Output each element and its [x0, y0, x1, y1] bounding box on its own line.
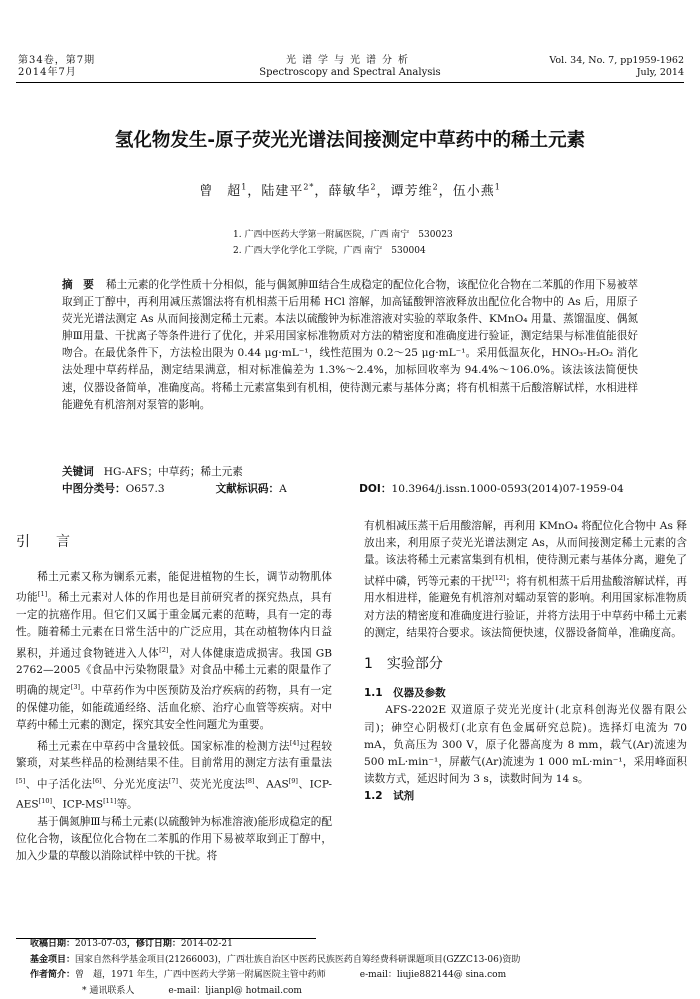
page-header: [0, 0, 700, 80]
text-run: 稀土元素在中草药中含量较低。国家标准的检测方法: [37, 740, 290, 752]
volume-issue: 第34卷，第7期: [18, 55, 95, 67]
citation: [1]: [38, 590, 47, 598]
text-run: 、中子活化法: [25, 778, 92, 790]
author-name: 曾 超: [199, 184, 241, 199]
fund-text: 国家自然科学基金项目(21266003)，广西壮族自治区中医药民族医药自筹经费科研课题项目(GZZC13-06)资助: [75, 955, 520, 965]
keywords-label: 关键词: [62, 466, 94, 478]
text-run: 过程较繁琐，对某些样品的检测结果不佳。目前常用的测定方法有重量法: [16, 740, 332, 769]
text-run: ，对人体健康造成损害。我国 GB 2762—2005《食品中污染物限量》对食品中稀土元素的限量作了明确的规定: [16, 647, 332, 697]
keywords-text: HG-AFS；中草药；稀土元素: [104, 466, 243, 478]
author-affil-mark: 1: [241, 183, 247, 192]
author-name: 薛敏华: [328, 184, 370, 199]
corresponding-line: [30, 984, 690, 999]
right-column: [364, 518, 687, 806]
date-en: July, 2014: [549, 67, 684, 79]
author-affil-mark: 2: [370, 183, 376, 192]
author-name: 伍小燕: [453, 184, 495, 199]
text-run: 、分光光度法: [102, 778, 169, 790]
clc-label: 中图分类号：: [62, 483, 126, 495]
doc-code-label: 文献标识码：: [216, 483, 280, 495]
vol-pages-en: Vol. 34, No. 7, pp1959-1962: [549, 55, 684, 67]
classification-line: [62, 481, 638, 498]
author-separator: ，: [377, 184, 391, 199]
doi-value: 10.3964/j.issn.1000-0593(2014)07-1959-04: [391, 483, 623, 495]
affiliation-1: 1. 广西中医药大学第一附属医院，广西 南宁 530023: [233, 227, 453, 243]
citation: [8]: [245, 777, 254, 785]
keywords-line: [62, 464, 638, 481]
text-run: 有机相减压蒸干后用酸溶解，再利用 KMnO₄ 将配位化合物中 As 释放出来，利用原子荧光光谱法测定 As，从而间接测定稀土元素的含量。该法将稀土元素富集到有机相，使待测元素与基体分离，避免了试样中磷，钙等元素的干扰: [364, 520, 687, 587]
journal-name: [200, 55, 500, 79]
header-rule: [16, 82, 684, 83]
text-run: 、ICP-AES: [16, 778, 332, 811]
section-heading-experimental: 1 实验部分: [364, 656, 687, 673]
paper-title: 氢化物发生-原子荧光光谱法间接测定中草药中的稀土元素: [0, 126, 700, 152]
clc-value: O657.3: [126, 481, 216, 498]
citation: [2]: [159, 646, 168, 654]
instruments-paragraph: AFS-2202E 双道原子荧光光度计(北京科创海光仪器有限公司)；砷空心阴极灯(北京有色金属研究总院)。选择灯电流为 70 mA，负高压为 300 V，原子化器高度为 8 mm，载气(Ar)流速为 500 mL·min⁻¹，屏蔽气(Ar)流速为 1 000 mL·min⁻¹，采用峰面积读数方式，延迟时间为 3 s，读数时间为 14 s。: [364, 702, 687, 788]
subsection-heading-instruments: 1.1 仪器及参数: [364, 685, 687, 702]
journal-name-en: Spectroscopy and Spectral Analysis: [200, 67, 500, 79]
author-bio-label: 作者简介：: [30, 970, 75, 980]
revised-label: ，修订日期：: [127, 939, 181, 949]
author-affil-mark: 2: [433, 183, 439, 192]
revised-date: 2014-02-21: [181, 939, 233, 949]
author-list: [0, 180, 700, 199]
text-run: 。中草药作为中医预防及治疗疾病的药物，具有一定的保健功能，如能疏通经络、活血化瘀、治疗心血管等疾病。对中草药中稀土元素的测定，探究其安全性问题尤为重要。: [16, 685, 332, 731]
received-label: 收稿日期：: [30, 939, 75, 949]
affiliations: [233, 227, 453, 259]
issue-date: 2014年7月: [18, 67, 95, 79]
citation: [4]: [290, 739, 299, 747]
abstract-label: 摘 要: [62, 279, 94, 291]
text-run: ；将有机相蒸干后用盐酸溶解试样，再用水相进样，能避免有机溶剂对蠕动泵管的影响。利用国家标准物质对方法的精密度和准确度进行验证，并将方法用于中草药中稀土元素的测定，结果符合要求。该法简便快速，仪器设备简单，准确度高。: [364, 575, 687, 639]
subsection-heading-reagents: 1.2 试剂: [364, 788, 687, 805]
author-email: e-mail：liujie882144@ sina.com: [360, 970, 506, 980]
intro-heading: 引 言: [16, 534, 332, 551]
citation: [9]: [289, 777, 298, 785]
left-column: [16, 518, 332, 866]
footnotes: [30, 937, 690, 999]
intro-paragraph-2: [16, 735, 332, 814]
journal-name-cn: 光谱学与光谱分析: [200, 55, 500, 67]
received-line: [30, 937, 690, 953]
corresponding-email: e-mail：ljianpl@ hotmail.com: [168, 986, 302, 996]
affiliation-2: 2. 广西大学化学化工学院，广西 南宁 530004: [233, 243, 453, 259]
keywords-block: [62, 464, 638, 498]
doc-code-value: A: [279, 481, 359, 498]
citation: [10]: [39, 797, 52, 805]
intro-paragraph-1: [16, 569, 332, 734]
author-affil-mark: 2*: [303, 183, 314, 192]
citation: [12]: [492, 574, 505, 582]
citation: [11]: [103, 797, 116, 805]
author-separator: ，: [439, 184, 453, 199]
fund-line: [30, 953, 690, 969]
abstract: [62, 277, 638, 414]
author-bio-text: 曾 超，1971 年生，广西中医药大学第一附属医院主管中药师: [75, 970, 326, 980]
citation: [3]: [71, 683, 80, 691]
citation: [7]: [169, 777, 178, 785]
journal-pages: [549, 55, 684, 79]
intro-paragraph-continued: [364, 518, 687, 642]
text-run: 稀土元素又称为镧系元素，能促进植物的生长，调节动物肌体功能: [16, 571, 332, 604]
citation: [5]: [16, 777, 25, 785]
text-run: 、荧光光度法: [178, 778, 245, 790]
intro-paragraph-3: 基于偶氮胂Ⅲ与稀土元素(以硫酸钟为标准溶液)能形成稳定的配位化合物，该配位化合物在二苯胍的作用下易被萃取到正丁醇中，加入少量的草酸以消除试样中铁的干扰。将: [16, 814, 332, 866]
corresponding-label: * 通讯联系人: [82, 986, 134, 996]
fund-label: 基金项目：: [30, 955, 75, 965]
text-run: 、AAS: [255, 778, 289, 790]
abstract-text: 稀土元素的化学性质十分相似，能与偶氮胂Ⅲ结合生成稳定的配位化合物，该配位化合物在二苯胍的作用下易被萃取到正丁醇中，再利用减压蒸馏法将有机相蒸干后用稀 HCl 溶解，加高锰酸钾溶液释放出配位化合物中的 As 后，用原子荧光光谱法测定 As 从而间接测定稀土元素。本法以硫酸钟为标准溶液对实验的萃取条件、KMnO₄ 用量、蒸馏温度、偶氮胂Ⅲ用量、干扰离子等条件进行了优化，并采用国家标准物质对方法的精密度和准确度进行验证，测定结果与标准值能很好吻合。在最优条件下，方法检出限为 0.44 μg·mL⁻¹，线性范围为 0.2～25 μg·mL⁻¹。采用低温灰化，HNO₃-H₂O₂ 消化法处理中草药样品，测定结果满意，相对标准偏差为 1.3%～2.4%，加标回收率为 94.4%～106.0%。该法该法简便快速，仪器设备简单，准确度高。将稀土元素富集到有机相，使待测元素与基体分离；将有机相蒸干后酸溶解试样，水相进样能避免有机溶剂对泵管的影响。: [62, 279, 638, 411]
received-date: 2013-07-03: [75, 939, 127, 949]
citation: [6]: [92, 777, 101, 785]
text-run: 。稀土元素对人体的作用也是目前研究者的探究热点，具有一定的抗癌作用。但它们又属于重金属元素的范畴，具有一定的毒性。随着稀土元素在日常生活中的广泛应用，其在动植物体内日益累积，并通过食物链进入人体: [16, 592, 332, 659]
author-affil-mark: 1: [495, 183, 501, 192]
doi-label: DOI：: [359, 483, 391, 495]
journal-volume: [18, 55, 95, 79]
author-bio-line: [30, 968, 690, 984]
author-separator: ，: [247, 184, 261, 199]
text-run: 等。: [116, 799, 137, 811]
author-name: 谭芳维: [391, 184, 433, 199]
author-separator: ，: [314, 184, 328, 199]
text-run: 、ICP-MS: [52, 799, 103, 811]
author-name: 陆建平: [261, 184, 303, 199]
